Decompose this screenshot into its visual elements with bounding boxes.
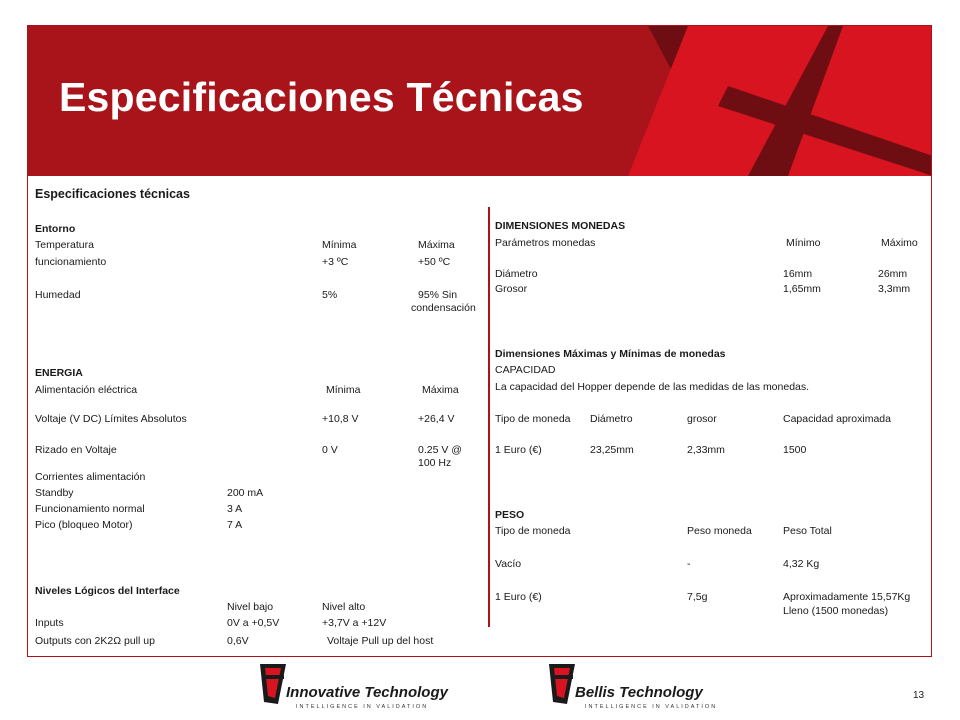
- full-peso: 7,5g: [687, 591, 708, 603]
- energia-col-min: Mínima: [326, 384, 361, 396]
- hum-max-2: condensación: [411, 302, 476, 314]
- full-label: 1 Euro (€): [495, 591, 542, 603]
- temp-max: +50 ºC: [418, 256, 451, 268]
- peso-col-total: Peso Total: [783, 525, 832, 537]
- full-total-2: Lleno (1500 monedas): [783, 605, 889, 617]
- inputs-label: Inputs: [35, 617, 64, 629]
- page-title: Especificaciones Técnicas: [59, 74, 584, 120]
- entorno-heading: Entorno: [35, 223, 76, 235]
- hum-min: 5%: [322, 289, 338, 301]
- bellis-technology-logo: [545, 662, 725, 714]
- diam-max: 26mm: [878, 268, 908, 280]
- it-logo-icon: [256, 662, 288, 706]
- empty-total: 4,32 Kg: [783, 558, 820, 570]
- inputs-high: +3,7V a +12V: [322, 617, 387, 629]
- ripple-min: 0 V: [322, 444, 338, 456]
- voltage-label: Voltaje (V DC) Límites Absolutos: [35, 413, 187, 425]
- cap-col-diam: Diámetro: [590, 413, 633, 425]
- dimensiones-heading: DIMENSIONES MONEDAS: [495, 220, 626, 232]
- peak-label: Pico (bloqueo Motor): [35, 519, 133, 531]
- column-divider: [488, 207, 490, 627]
- ripple-max-2: 100 Hz: [418, 457, 452, 469]
- inputs-low: 0V a +0,5V: [227, 617, 280, 629]
- entorno-col-min: Mínima: [322, 239, 357, 251]
- dim-col-max: Máximo: [881, 237, 918, 249]
- peak-value: 7 A: [227, 519, 243, 531]
- peso-heading: PESO: [495, 509, 525, 521]
- hum-max: 95% Sin: [418, 289, 458, 301]
- empty-peso: -: [687, 558, 691, 570]
- grosor-max: 3,3mm: [878, 283, 911, 295]
- currents-label: Corrientes alimentación: [35, 471, 146, 483]
- full-total: Aproximadamente 15,57Kg: [783, 591, 911, 603]
- outputs-low: 0,6V: [227, 635, 249, 647]
- page-number: 13: [913, 690, 925, 701]
- logo2-tagline: INTELLIGENCE IN VALIDATION: [585, 704, 718, 710]
- temp-label-2: funcionamiento: [35, 256, 107, 268]
- hum-label: Humedad: [35, 289, 81, 301]
- logo1-tagline: INTELLIGENCE IN VALIDATION: [296, 704, 429, 710]
- normal-value: 3 A: [227, 503, 243, 515]
- entorno-col-max: Máxima: [418, 239, 455, 251]
- temp-label: Temperatura: [35, 239, 94, 251]
- temp-min: +3 ºC: [322, 256, 349, 268]
- ripple-label: Rizado en Voltaje: [35, 444, 117, 456]
- cap-row-cap: 1500: [783, 444, 807, 456]
- niveles-col-low: Nivel bajo: [227, 601, 274, 613]
- capacidad-note: La capacidad del Hopper depende de las medidas de las monedas.: [495, 381, 810, 393]
- cap-col-grosor: grosor: [687, 413, 717, 425]
- outputs-label: Outputs con 2K2Ω pull up: [35, 635, 155, 647]
- ripple-max: 0.25 V @: [418, 444, 462, 456]
- diam-label: Diámetro: [495, 268, 538, 280]
- normal-label: Funcionamiento normal: [35, 503, 145, 515]
- title-banner: [28, 26, 932, 176]
- energia-col-max: Máxima: [422, 384, 459, 396]
- grosor-min: 1,65mm: [783, 283, 821, 295]
- bt-logo-icon: [545, 662, 577, 706]
- innovative-technology-logo: [256, 662, 456, 714]
- diam-min: 16mm: [783, 268, 813, 280]
- capacidad-sub: CAPACIDAD: [495, 364, 556, 376]
- logo2-name: Bellis Technology: [575, 684, 703, 701]
- niveles-heading: Niveles Lógicos del Interface: [35, 585, 180, 597]
- logo1-name: Innovative Technology: [286, 684, 448, 701]
- params-label: Parámetros monedas: [495, 237, 596, 249]
- outputs-high: Voltaje Pull up del host: [327, 635, 434, 647]
- niveles-col-high: Nivel alto: [322, 601, 366, 613]
- cap-row-diam: 23,25mm: [590, 444, 634, 456]
- standby-value: 200 mA: [227, 487, 264, 499]
- cap-col-cap: Capacidad aproximada: [783, 413, 891, 425]
- voltage-max: +26,4 V: [418, 413, 455, 425]
- energia-heading: ENERGIA: [35, 367, 83, 379]
- dim-col-min: Mínimo: [786, 237, 821, 249]
- grosor-label: Grosor: [495, 283, 528, 295]
- voltage-min: +10,8 V: [322, 413, 359, 425]
- empty-label: Vacío: [495, 558, 522, 570]
- energia-sub: Alimentación eléctrica: [35, 384, 138, 396]
- capacidad-heading: Dimensiones Máximas y Mínimas de monedas: [495, 348, 726, 360]
- cap-row-tipo: 1 Euro (€): [495, 444, 542, 456]
- peso-col-peso: Peso moneda: [687, 525, 752, 537]
- standby-label: Standby: [35, 487, 74, 499]
- section-subtitle: Especificaciones técnicas: [35, 187, 190, 201]
- cap-row-grosor: 2,33mm: [687, 444, 725, 456]
- peso-col-tipo: Tipo de moneda: [495, 525, 571, 537]
- cap-col-tipo: Tipo de moneda: [495, 413, 571, 425]
